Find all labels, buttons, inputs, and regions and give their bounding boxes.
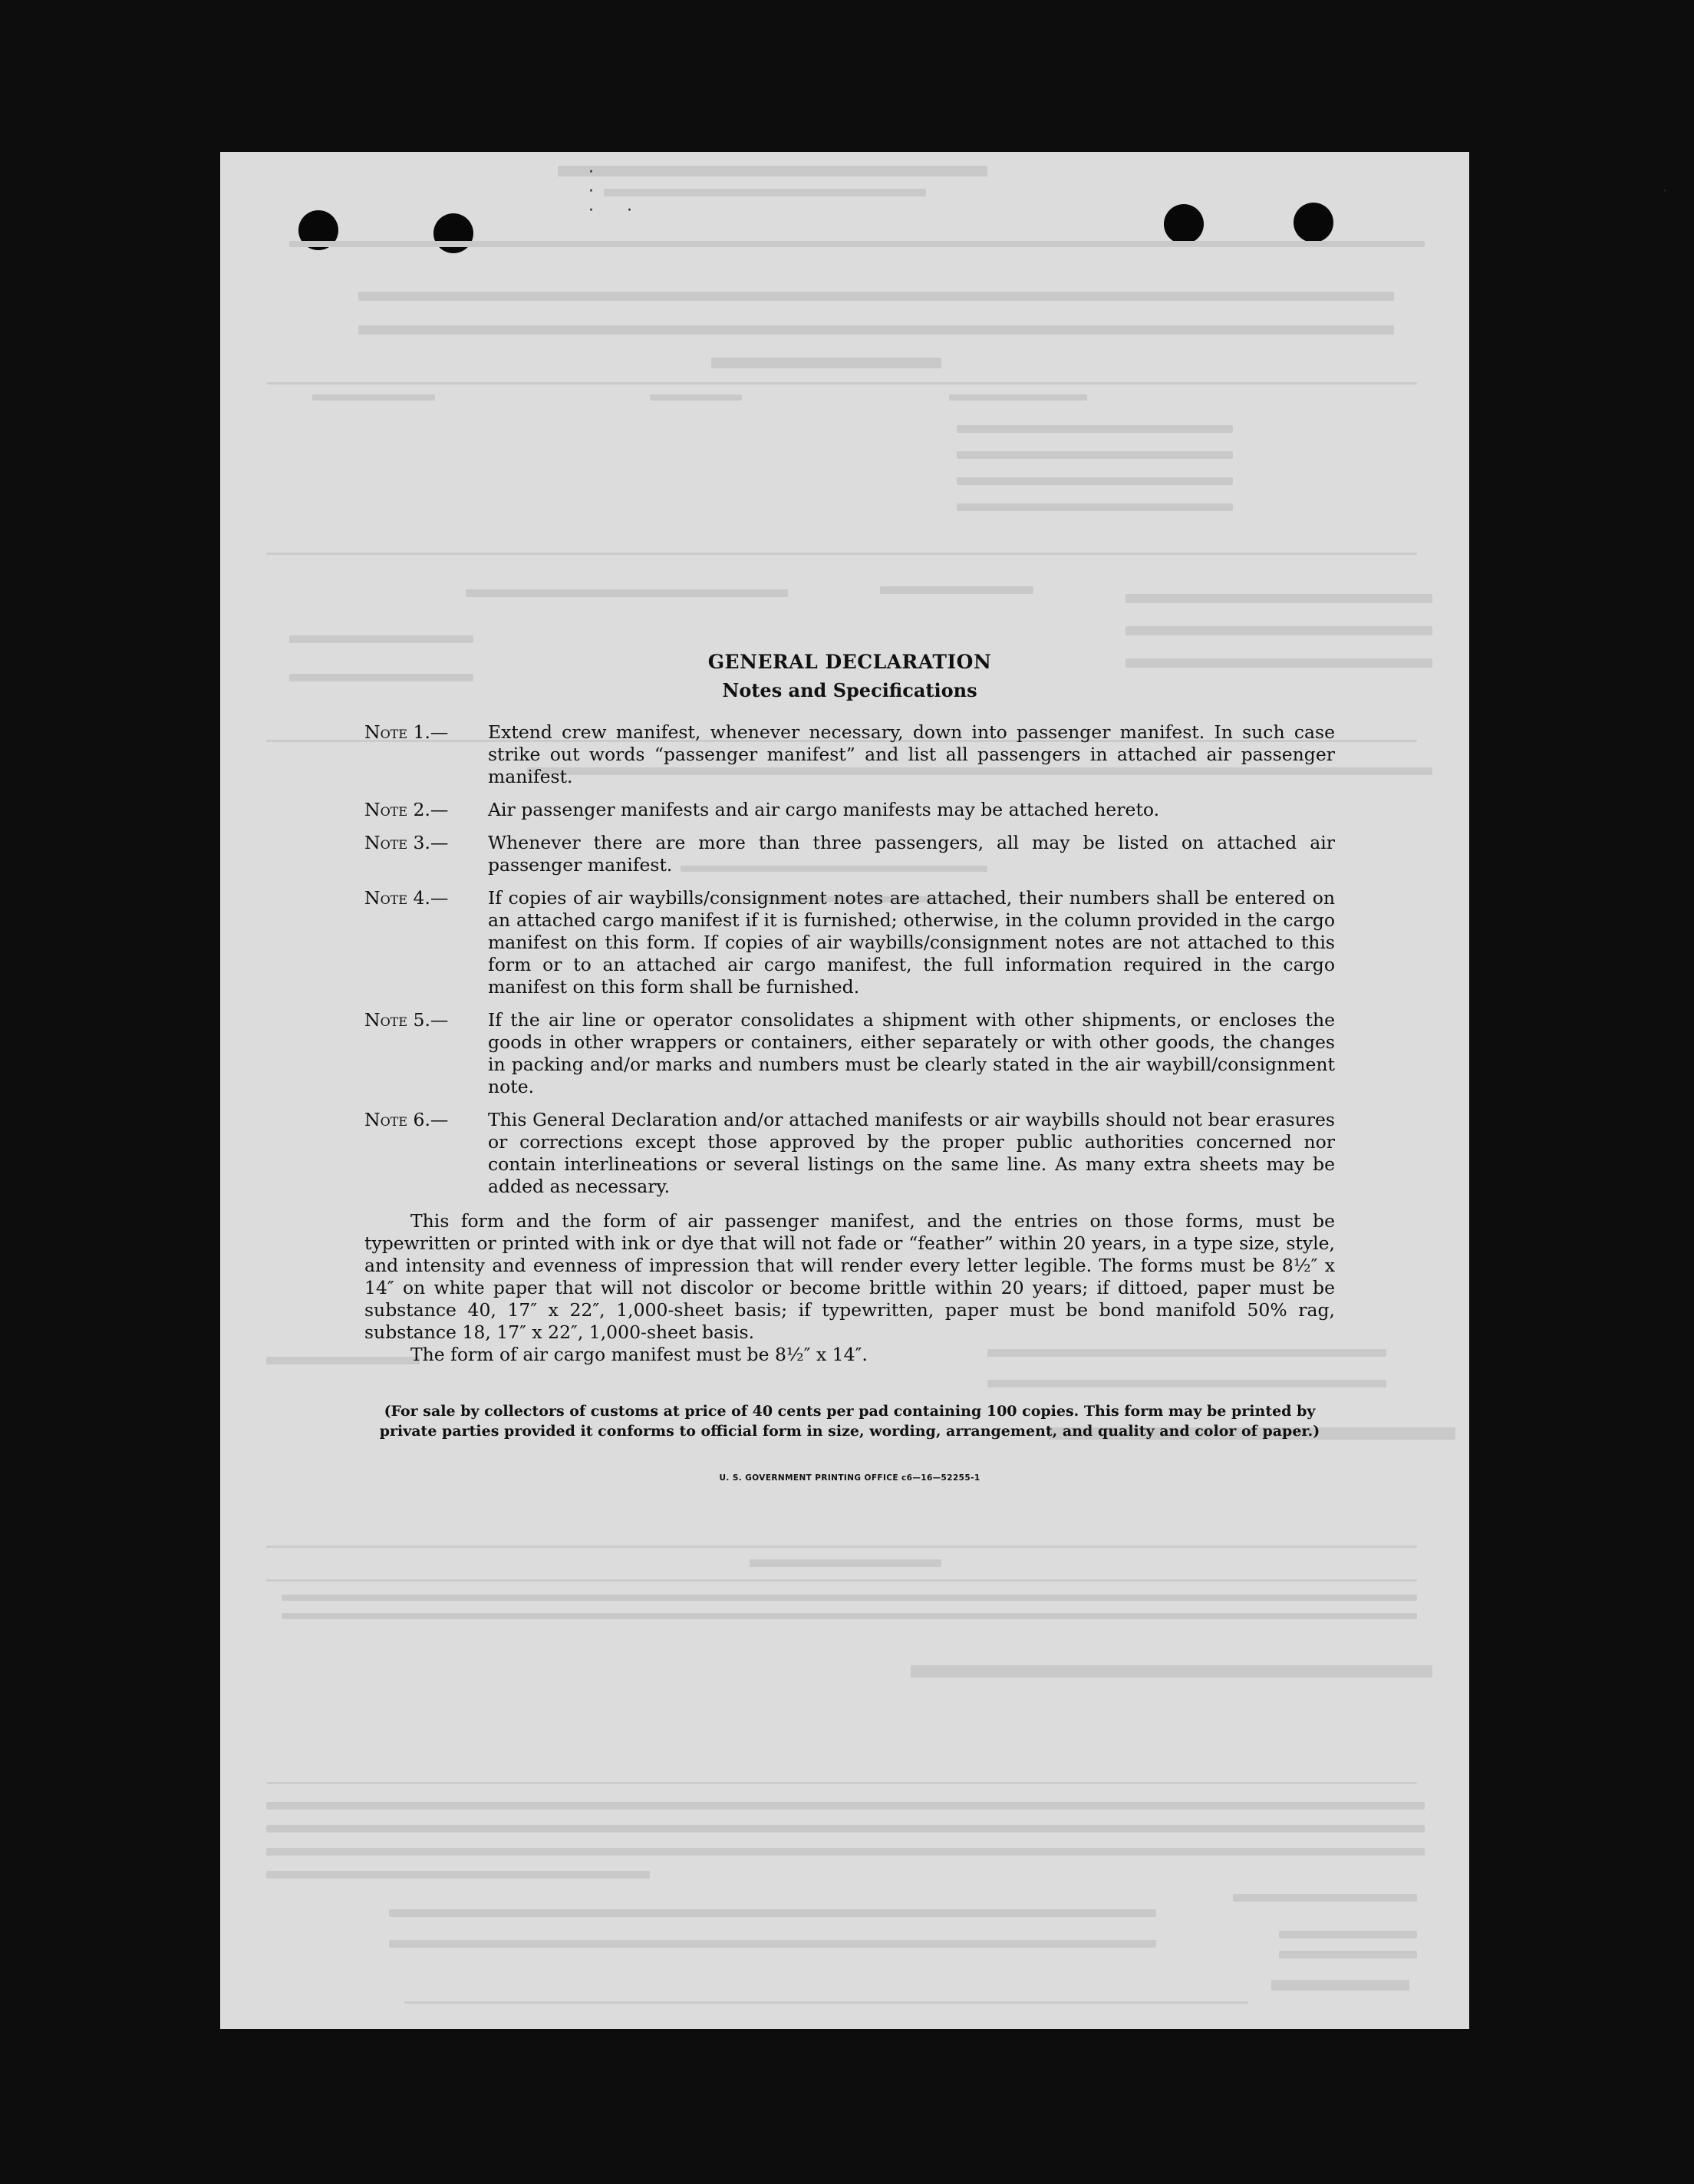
gpo-imprint: U. S. GOVERNMENT PRINTING OFFICE c6—16—52255-1 (719, 1473, 980, 1483)
note-label: Note 5.— (364, 1009, 449, 1031)
note-text: Extend crew manifest, whenever necessary, down into passenger manifest. In such case strike out words “passenger manifest” and list all passengers in attached air passenger manifest. (488, 721, 1335, 787)
note-text: If copies of air waybills/consignment notes are attached, their numbers shall be entered on an attached cargo manifest if it is furnished; otherwise, in the column provided in the cargo manifest on this form. If copies of air waybills/consignment notes are not attached to this form or to an attached air cargo manifest, the full information required in the cargo manifest on this form shall be furnished. (488, 887, 1335, 998)
note-text: This General Declaration and/or attached manifests or air waybills should not bear erasures or corrections except those approved by the proper public authorities concerned nor contain interlineations or several listings on the same line. As many extra sheets may be added as necessary. (488, 1109, 1335, 1197)
note-4 (364, 887, 1335, 998)
note-label: Note 2.— (364, 799, 449, 820)
note-label: Note 4.— (364, 887, 449, 909)
sale-notice: (For sale by collectors of customs at price of 40 cents per pad containing 100 copies. This form may be printed by private parties provided it conforms to official form in size, wording, arrangement, and quality and color of paper.) (379, 1403, 1320, 1440)
ink-specks: · · · · · (588, 163, 1682, 220)
note-text: Air passenger manifests and air cargo manifests may be attached hereto. (488, 799, 1160, 820)
note-label: Note 6.— (364, 1109, 449, 1130)
note-text: Whenever there are more than three passengers, all may be listed on attached air passenger manifest. (488, 832, 1335, 876)
declaration-subtitle: Notes and Specifications (722, 679, 977, 701)
note-label: Note 1.— (364, 721, 449, 743)
paper-sheet (220, 152, 1682, 2029)
cargo-manifest-size-line: The form of air cargo manifest must be 8½″ x 14″. (410, 1344, 868, 1365)
note-2 (364, 799, 1335, 821)
note-label: Note 3.— (364, 832, 449, 853)
form-requirements-paragraph: This form and the form of air passenger manifest, and the entries on those forms, must be typewritten or printed with ink or dye that will not fade or “feather” within 20 years, in a type size, style, and intensity and evenness of impression that will render every letter legible. The forms must be 8½″ x 14″ on white paper that will not discolor or become brittle within 20 years; if dittoed, paper must be substance 40, 17″ x 22″, 1,000-sheet basis; if typewritten, paper must be bond manifold 50% rag, substance 18, 17″ x 22″, 1,000-sheet basis. (364, 1210, 1335, 1343)
note-6 (364, 1109, 1335, 1198)
general-declaration-notes (364, 649, 1335, 1490)
note-5 (364, 1009, 1335, 1098)
note-3 (364, 832, 1335, 876)
declaration-title: GENERAL DECLARATION (707, 651, 992, 673)
punch-hole (433, 213, 473, 253)
note-text: If the air line or operator consolidates a shipment with other shipments, or encloses the goods in other wrappers or containers, either separately or with other goods, the changes in packing and/or marks and numbers must be clearly stated in the air waybill/consignment note. (488, 1009, 1335, 1097)
note-1 (364, 721, 1335, 788)
